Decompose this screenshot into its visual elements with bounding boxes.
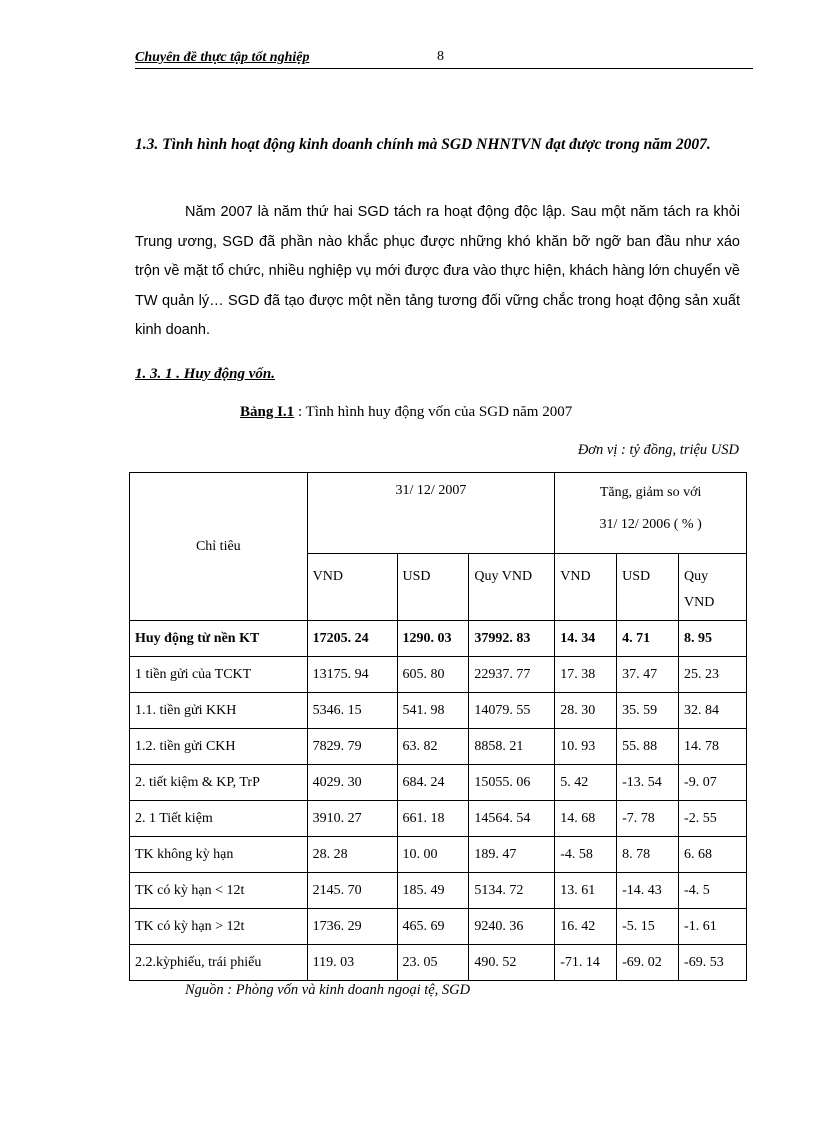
header-indicator: Chỉ tiêu	[130, 473, 308, 621]
table-cell: 119. 03	[307, 945, 397, 981]
table-cell: 15055. 06	[469, 765, 555, 801]
table-row	[130, 693, 747, 729]
subheader-cell: VND	[307, 554, 397, 621]
table-cell: 465. 69	[397, 909, 469, 945]
table-cell: 25. 23	[679, 657, 747, 693]
table-cell: -2. 55	[679, 801, 747, 837]
table-row	[130, 873, 747, 909]
table-cell: 8858. 21	[469, 729, 555, 765]
table-cell: 10. 93	[555, 729, 617, 765]
table-cell: -5. 15	[617, 909, 679, 945]
table-cell: 605. 80	[397, 657, 469, 693]
table-cell: -71. 14	[555, 945, 617, 981]
subheader-cell: USD	[397, 554, 469, 621]
table-cell: 14564. 54	[469, 801, 555, 837]
table-cell: 35. 59	[617, 693, 679, 729]
table-caption-text: : Tình hình huy động vốn của SGD năm 2007	[294, 404, 573, 420]
table-cell: 684. 24	[397, 765, 469, 801]
table-cell: 541. 98	[397, 693, 469, 729]
table-cell: 32. 84	[679, 693, 747, 729]
table-cell: 10. 00	[397, 837, 469, 873]
table-cell: 14. 68	[555, 801, 617, 837]
table-cell: 2145. 70	[307, 873, 397, 909]
table-cell: 4029. 30	[307, 765, 397, 801]
table-cell: 8. 78	[617, 837, 679, 873]
table-cell: -7. 78	[617, 801, 679, 837]
capital-mobilization-table	[129, 472, 747, 981]
table-cell: -4. 5	[679, 873, 747, 909]
row-label: 2. tiết kiệm & KP, TrP	[130, 765, 308, 801]
table-header-row	[130, 473, 747, 554]
row-label: 2.2.kỳphiếu, trái phiếu	[130, 945, 308, 981]
table-cell: 1290. 03	[397, 621, 469, 657]
table-cell: 17205. 24	[307, 621, 397, 657]
page-number: 8	[437, 49, 444, 64]
table-cell: 4. 71	[617, 621, 679, 657]
table-cell: -69. 53	[679, 945, 747, 981]
table-row	[130, 909, 747, 945]
table-cell: 5346. 15	[307, 693, 397, 729]
table-cell: 1736. 29	[307, 909, 397, 945]
table-cell: 490. 52	[469, 945, 555, 981]
table-cell: 37992. 83	[469, 621, 555, 657]
header-change-line1: Tăng, giảm so với	[599, 485, 702, 500]
subheader-cell: Quy VND	[679, 554, 747, 621]
table-row	[130, 657, 747, 693]
row-label: 2. 1 Tiết kiệm	[130, 801, 308, 837]
table-cell: 14. 78	[679, 729, 747, 765]
table-cell: 5134. 72	[469, 873, 555, 909]
table-cell: 185. 49	[397, 873, 469, 909]
header-group-change	[555, 473, 747, 554]
table-cell: 28. 28	[307, 837, 397, 873]
row-label: Huy động từ nền KT	[130, 621, 308, 657]
table-cell: 22937. 77	[469, 657, 555, 693]
row-label: TK không kỳ hạn	[130, 837, 308, 873]
table-cell: 7829. 79	[307, 729, 397, 765]
table-cell: -69. 02	[617, 945, 679, 981]
table-cell: 55. 88	[617, 729, 679, 765]
table-cell: 14079. 55	[469, 693, 555, 729]
unit-note: Đơn vị : tỷ đồng, triệu USD	[577, 442, 739, 458]
body-paragraph: Năm 2007 là năm thứ hai SGD tách ra hoạt động độc lập. Sau một năm tách ra khỏi Trung ương, SGD đã phần nào khắc phục được những khó khăn bỡ ngỡ ban đầu như xáo trộn về mặt tổ chức, nhiều nghiệp vụ mới được đưa vào thực hiện, khách hàng lớn chuyển về TW quản lý… SGD đã tạo được một nền tảng tương đối vững chắc trong hoạt động sản xuất kinh doanh.	[135, 204, 740, 338]
header-title: Chuyên đề thực tập tốt nghiệp	[135, 50, 310, 65]
table-row	[130, 765, 747, 801]
table-row	[130, 729, 747, 765]
page-header	[135, 48, 753, 69]
table-cell: 189. 47	[469, 837, 555, 873]
table-cell: 14. 34	[555, 621, 617, 657]
table-cell: 9240. 36	[469, 909, 555, 945]
table-cell: 13175. 94	[307, 657, 397, 693]
table-row	[130, 945, 747, 981]
table-cell: 37. 47	[617, 657, 679, 693]
row-label: TK có kỳ hạn > 12t	[130, 909, 308, 945]
table-cell: -14. 43	[617, 873, 679, 909]
table-cell: 23. 05	[397, 945, 469, 981]
table-cell: 661. 18	[397, 801, 469, 837]
table-cell: -4. 58	[555, 837, 617, 873]
table-cell: 16. 42	[555, 909, 617, 945]
table-cell: 5. 42	[555, 765, 617, 801]
table-source: Nguồn : Phòng vốn và kinh doanh ngoại tệ, SGD	[185, 982, 471, 998]
subsection-heading: 1. 3. 1 . Huy động vốn.	[135, 366, 276, 382]
table-cell: 28. 30	[555, 693, 617, 729]
subheader-cell: VND	[555, 554, 617, 621]
row-label: 1 tiền gửi của TCKT	[130, 657, 308, 693]
table-caption	[240, 404, 572, 421]
table-cell: 63. 82	[397, 729, 469, 765]
row-label: 1.1. tiền gửi KKH	[130, 693, 308, 729]
subheader-cell: USD	[617, 554, 679, 621]
table-row	[130, 621, 747, 657]
table-cell: 17. 38	[555, 657, 617, 693]
table-cell: 3910. 27	[307, 801, 397, 837]
row-label: TK có kỳ hạn < 12t	[130, 873, 308, 909]
row-label: 1.2. tiền gửi CKH	[130, 729, 308, 765]
table-row	[130, 837, 747, 873]
table-caption-label: Bảng I.1	[240, 404, 295, 420]
table-cell: -1. 61	[679, 909, 747, 945]
header-change-line2: 31/ 12/ 2006 ( % )	[599, 517, 702, 532]
header-group-2007: 31/ 12/ 2007	[307, 473, 555, 554]
section-heading: 1.3. Tình hình hoạt động kinh doanh chính mà SGD NHNTVN đạt được trong năm 2007.	[135, 136, 711, 153]
table-cell: 6. 68	[679, 837, 747, 873]
table-cell: 8. 95	[679, 621, 747, 657]
table-cell: -13. 54	[617, 765, 679, 801]
subheader-cell: Quy VND	[469, 554, 555, 621]
table-cell: -9. 07	[679, 765, 747, 801]
table-cell: 13. 61	[555, 873, 617, 909]
table-row	[130, 801, 747, 837]
